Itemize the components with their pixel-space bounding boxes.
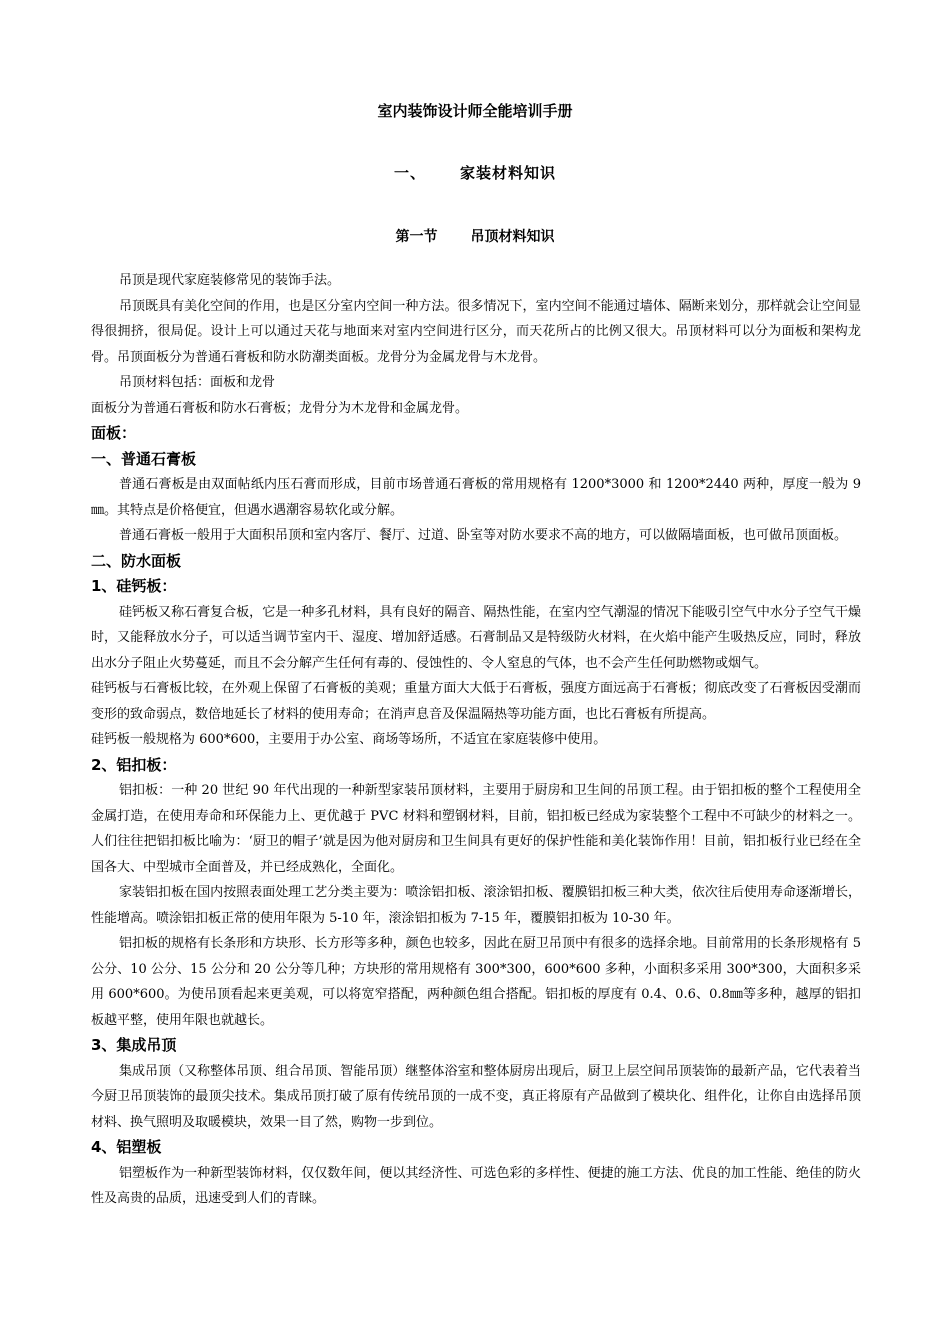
paragraph: 硅钙板又称石膏复合板，它是一种多孔材料，具有良好的隔音、隔热性能，在室内空气潮湿的情况下能吸引空气中水分子空气干燥时，又能释放水分子，可以适当调节室内干、湿度、增加舒适感。石膏制品又是特级防火材料，在火焰中能产生吸热反应，同时，释放出水分子阻止火势蔓延，而且不会分解产生任何有毒的、侵蚀性的、令人窒息的气体，也不会产生任何助燃物或烟气。 bbox=[91, 604, 861, 671]
section-title: 吊顶材料知识 bbox=[470, 229, 555, 245]
chapter-title: 家装材料知识 bbox=[459, 164, 556, 182]
paragraph: 硅钙板一般规格为 600*600，主要用于办公室、商场等场所，不适宜在家庭装修中使用。 bbox=[91, 732, 607, 747]
paragraph: 集成吊顶（又称整体吊顶、组合吊顶、智能吊顶）继整体浴室和整体厨房出现后，厨卫上层空间吊顶装饰的最新产品，它代表着当今厨卫吊顶装饰的最顶尖技术。集成吊顶打破了原有传统吊顶的一成不变，真正将原有产品做到了模块化、组件化，让你自由选择吊顶材料、换气照明及取暖模块，效果一目了然，购物一步到位。 bbox=[91, 1063, 861, 1130]
paragraph: 吊顶材料包括：面板和龙骨 bbox=[119, 375, 276, 390]
heading-waterproof-panel: 二、防水面板 bbox=[91, 551, 182, 570]
paragraph: 铝扣板：一种 20 世纪 90 年代出现的一种新型家装吊顶材料，主要用于厨房和卫生间的吊顶工程。由于铝扣板的整个工程使用全金属打造，在使用寿命和环保能力上、更优越于 PVC 材料和塑钢材料，目前，铝扣板已经成为家装整个工程中不可缺少的材料之一。人们往往把铝扣板比喻为：‘厨卫的帽子’就是因为他对厨房和卫生间具有更好的保护性能和美化装饰作用！目前，铝扣板行业已经在全国各大、中型城市全面普及，并已经成熟化，全面化。 bbox=[91, 783, 861, 875]
heading-aluminum-panel: 2、铝扣板： bbox=[91, 755, 177, 774]
heading-aluminum-plastic-panel: 4、铝塑板 bbox=[91, 1138, 162, 1156]
paragraph: 铝扣板的规格有长条形和方块形、长方形等多种，颜色也较多，因此在厨卫吊顶中有很多的选择余地。目前常用的长条形规格有 5 公分、10 公分、15 公分和 20 公分等几种；方块形的常用规格有 300*300，600*600 多种，小面积多采用 300*300，大面积多采用 600*600。为使吊顶看起来更美观，可以将宽窄搭配，两种颜色组合搭配。铝扣板的厚度有 0.4、0.6、0.8㎜等多种，越厚的铝扣板越平整，使用年限也就越长。 bbox=[91, 936, 861, 1028]
paragraph: 吊顶是现代家庭装修常见的装饰手法。 bbox=[119, 273, 341, 288]
section-heading bbox=[0, 226, 950, 246]
paragraph: 普通石膏板是由双面帖纸内压石膏而形成，目前市场普通石膏板的常用规格有 1200*3000 和 1200*2440 两种，厚度一般为 9㎜。其特点是价格便宜，但遇水遇潮容易软化或分解。 bbox=[91, 477, 861, 518]
document-title: 室内装饰设计师全能培训手册 bbox=[377, 102, 573, 120]
heading-calcium-silicate-board: 1、硅钙板： bbox=[91, 577, 177, 595]
chapter-number: 一、 bbox=[393, 164, 426, 182]
paragraph: 面板分为普通石膏板和防水石膏板；龙骨分为木龙骨和金属龙骨。 bbox=[91, 400, 469, 416]
paragraph: 铝塑板作为一种新型装饰材料，仅仅数年间，便以其经济性、可选色彩的多样性、便捷的施工方法、优良的加工性能、绝佳的防火性及高贵的品质，迅速受到人们的青睐。 bbox=[91, 1165, 861, 1206]
heading-integrated-ceiling: 3、集成吊顶 bbox=[91, 1036, 177, 1054]
heading-panel: 面板： bbox=[91, 424, 137, 442]
paragraph: 硅钙板与石膏板比较，在外观上保留了石膏板的美观；重量方面大大低于石膏板，强度方面远高于石膏板；彻底改变了石膏板因受潮而变形的致命弱点，数倍地延长了材料的使用寿命；在消声息音及保温隔热等功能方面，也比石膏板有所提高。 bbox=[91, 681, 861, 722]
document-body bbox=[91, 268, 861, 1212]
paragraph: 吊顶既具有美化空间的作用，也是区分室内空间一种方法。很多情况下，室内空间不能通过墙体、隔断来划分，那样就会让空间显得很拥挤，很局促。设计上可以通过天花与地面来对室内空间进行区分，而天花所占的比例又很大。吊顶材料可以分为面板和架构龙骨。吊顶面板分为普通石膏板和防水防潮类面板。龙骨分为金属龙骨与木龙骨。 bbox=[91, 298, 861, 365]
section-number: 第一节 bbox=[395, 229, 438, 245]
heading-gypsum-board: 一、普通石膏板 bbox=[91, 449, 197, 468]
paragraph: 家装铝扣板在国内按照表面处理工艺分类主要为：喷涂铝扣板、滚涂铝扣板、覆膜铝扣板三种大类，依次往后使用寿命逐渐增长，性能增高。喷涂铝扣板正常的使用年限为 5-10 年，滚涂铝扣板为 7-15 年，覆膜铝扣板为 10-30 年。 bbox=[91, 885, 861, 926]
paragraph: 普通石膏板一般用于大面积吊顶和室内客厅、餐厅、过道、卧室等对防水要求不高的地方，可以做隔墙面板，也可做吊顶面板。 bbox=[119, 528, 848, 543]
chapter-heading bbox=[0, 162, 950, 183]
